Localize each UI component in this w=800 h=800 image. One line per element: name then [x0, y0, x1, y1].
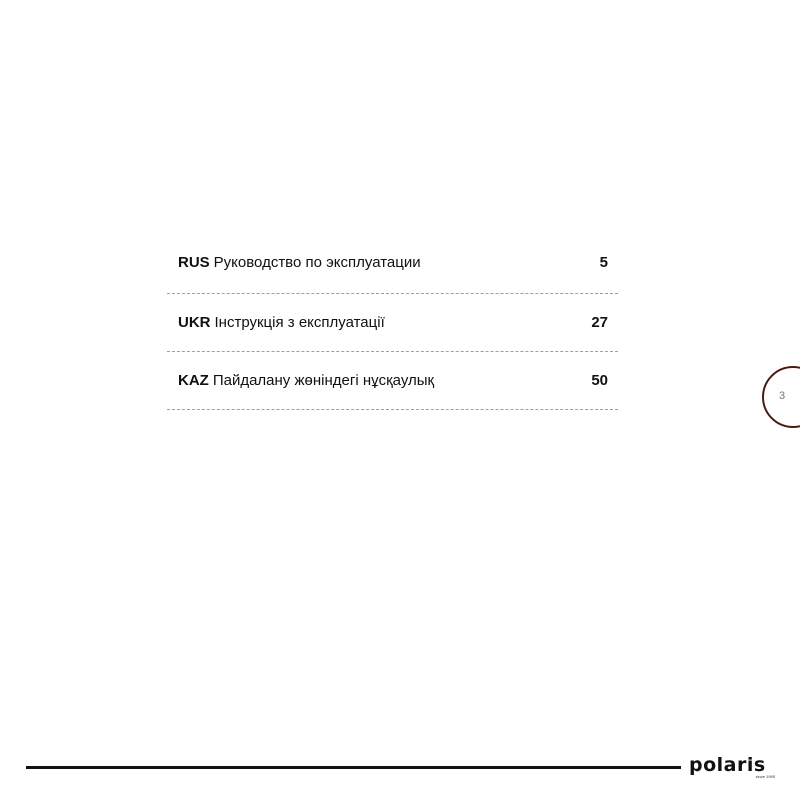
toc-language-code: UKR — [178, 314, 211, 331]
brand-logo — [689, 755, 777, 781]
toc-entry-kaz[interactable] — [167, 352, 618, 410]
toc-entry-title — [178, 372, 434, 389]
toc-page-number: 50 — [591, 372, 608, 389]
toc-entry-rus[interactable] — [167, 232, 618, 294]
brand-logo-since: since 1995 — [755, 774, 775, 779]
toc-section-title: Пайдалану жөніндегі нұсқаулық — [212, 372, 435, 389]
toc-page-number: 5 — [599, 254, 608, 271]
toc-language-code: KAZ — [178, 372, 209, 389]
toc-section-title: Руководство по эксплуатации — [213, 254, 421, 271]
footer-divider — [26, 766, 681, 769]
toc-page-number: 27 — [591, 314, 608, 331]
toc-entry-title — [178, 314, 385, 331]
toc-section-title: Інструкція з експлуатації — [214, 314, 385, 331]
toc-entry-title — [178, 254, 421, 271]
toc-language-code: RUS — [178, 254, 210, 271]
toc-entry-ukr[interactable] — [167, 294, 618, 352]
table-of-contents — [167, 232, 618, 410]
page-number: 3 — [779, 390, 786, 402]
brand-logo-wordmark: polaris — [689, 754, 766, 776]
